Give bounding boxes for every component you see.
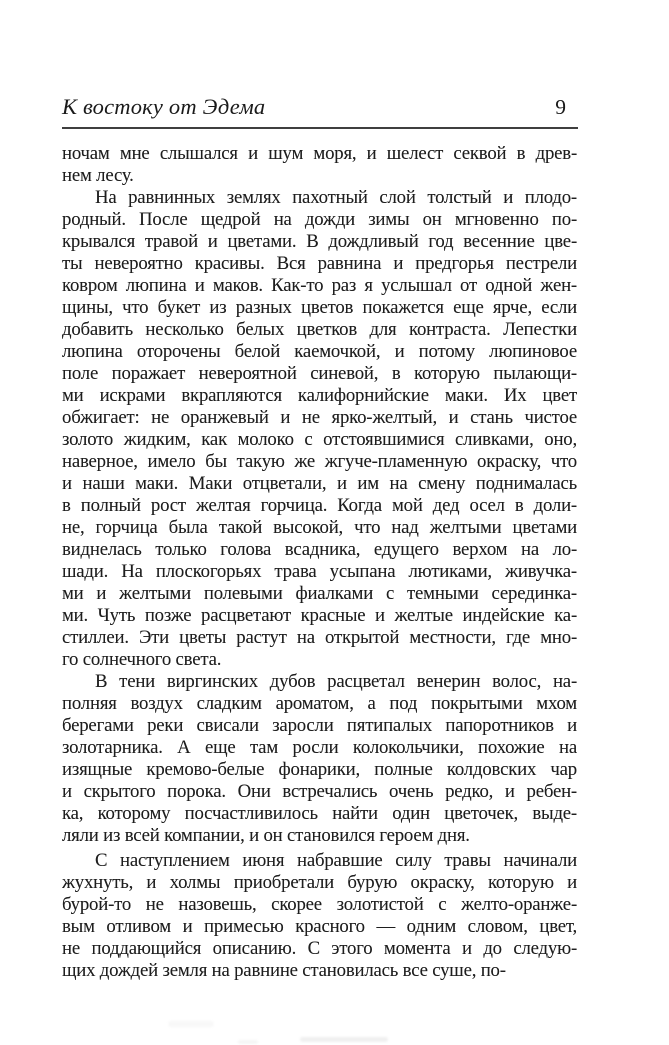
text-line: полняя воздух сладким ароматом, а под покрытыми мхом [62,693,577,714]
text-line: золото жидким, как молоко с отстоявшимися сливками, оно, [62,429,577,450]
text-line: ка, которому посчастливилось найти один цветочек, выде- [62,803,577,824]
text-line: го солнечного света. [62,649,222,670]
text-line: ляли из всей компании, и он становился героем дня. [62,825,470,846]
text-line: В тени виргинских дубов расцветал венерин волос, на- [95,671,577,692]
text-line: поле поражает невероятной синевой, в которую пылающи- [62,363,577,384]
text-line: ковром люпина и маков. Как-то раз я услышал от одной жен- [62,275,577,296]
scan-smudge [238,1040,258,1044]
text-line: берегами реки свисали заросли пятипалых папоротников и [62,715,577,736]
running-title: К востоку от Эдема [62,94,266,119]
text-line: добавить несколько белых цветков для контраста. Лепестки [62,319,577,340]
text-line: золотарника. А еще там росли колокольчики, похожие на [62,737,577,758]
text-line: наверное, имело бы такую же жгуче-пламенную окраску, что [62,451,577,472]
text-line: ночам мне слышался и шум моря, и шелест секвой в древ- [62,143,577,164]
text-line: в полный рост желтая горчица. Когда мой дед осел в доли- [62,495,577,516]
text-line: ми искрами вкрапляются калифорнийские маки. Их цвет [62,385,577,406]
text-line: нем лесу. [62,165,134,186]
text-line: обжигает: не оранжевый и не ярко-желтый, и стань чистое [62,407,577,428]
text-line: изящные кремово-белые фонарики, полные колдовских чар [62,759,577,780]
paragraph [62,850,577,982]
paragraph [62,143,577,187]
text-line: и скрытого порока. Они встречались очень редко, и ребен- [62,781,577,802]
paragraph [62,187,577,671]
header-rule [62,127,578,129]
scan-smudge [300,1037,388,1042]
text-line: ми. Чуть позже расцветают красные и желтые индейские ка- [62,605,577,626]
text-line: стиллеи. Эти цветы растут на открытой местности, где мно- [62,627,577,648]
page-body [62,143,577,982]
text-line: жухнуть, и холмы приобретали бурую окраску, которую и [62,872,577,893]
text-line: На равнинных землях пахотный слой толстый и плодо- [95,187,577,208]
text-line: бурой-то не назовешь, скорее золотистой с желто-оранже- [62,894,577,915]
text-line: не поддающийся описанию. С этого момента и до следую- [62,938,577,959]
text-line: шади. На плоскогорьях трава усыпана лютиками, живучка- [62,561,577,582]
text-line: не, горчица была такой высокой, что над желтыми цветами [62,517,577,538]
paragraph [62,671,577,847]
text-line: вым отливом и примесью красного — одним словом, цвет, [62,916,577,937]
text-line: и наши маки. Маки отцветали, и им на смену поднималась [62,473,577,494]
text-line: родный. После щедрой на дожди зимы он мгновенно по- [62,209,577,230]
text-line: люпина оторочены белой каемочкой, и потому люпиновое [62,341,577,362]
text-line: ты невероятно красивы. Вся равнина и предгорья пестрели [62,253,577,274]
text-line: щины, что букет из разных цветов покажется еще ярче, если [62,297,577,318]
page-header [62,92,578,122]
text-line: крывался травой и цветами. В дождливый год весенние цве- [62,231,577,252]
scan-smudge [168,1021,214,1027]
text-line: виднелась только голова всадника, едущего верхом на ло- [62,539,577,560]
text-line: С наступлением июня набравшие силу травы начинали [95,850,577,871]
page-number: 9 [555,95,566,119]
text-line: ми и желтыми полевыми фиалками с темными серединка- [62,583,577,604]
text-line: щих дождей земля на равнине становилась все суше, по- [62,960,506,981]
